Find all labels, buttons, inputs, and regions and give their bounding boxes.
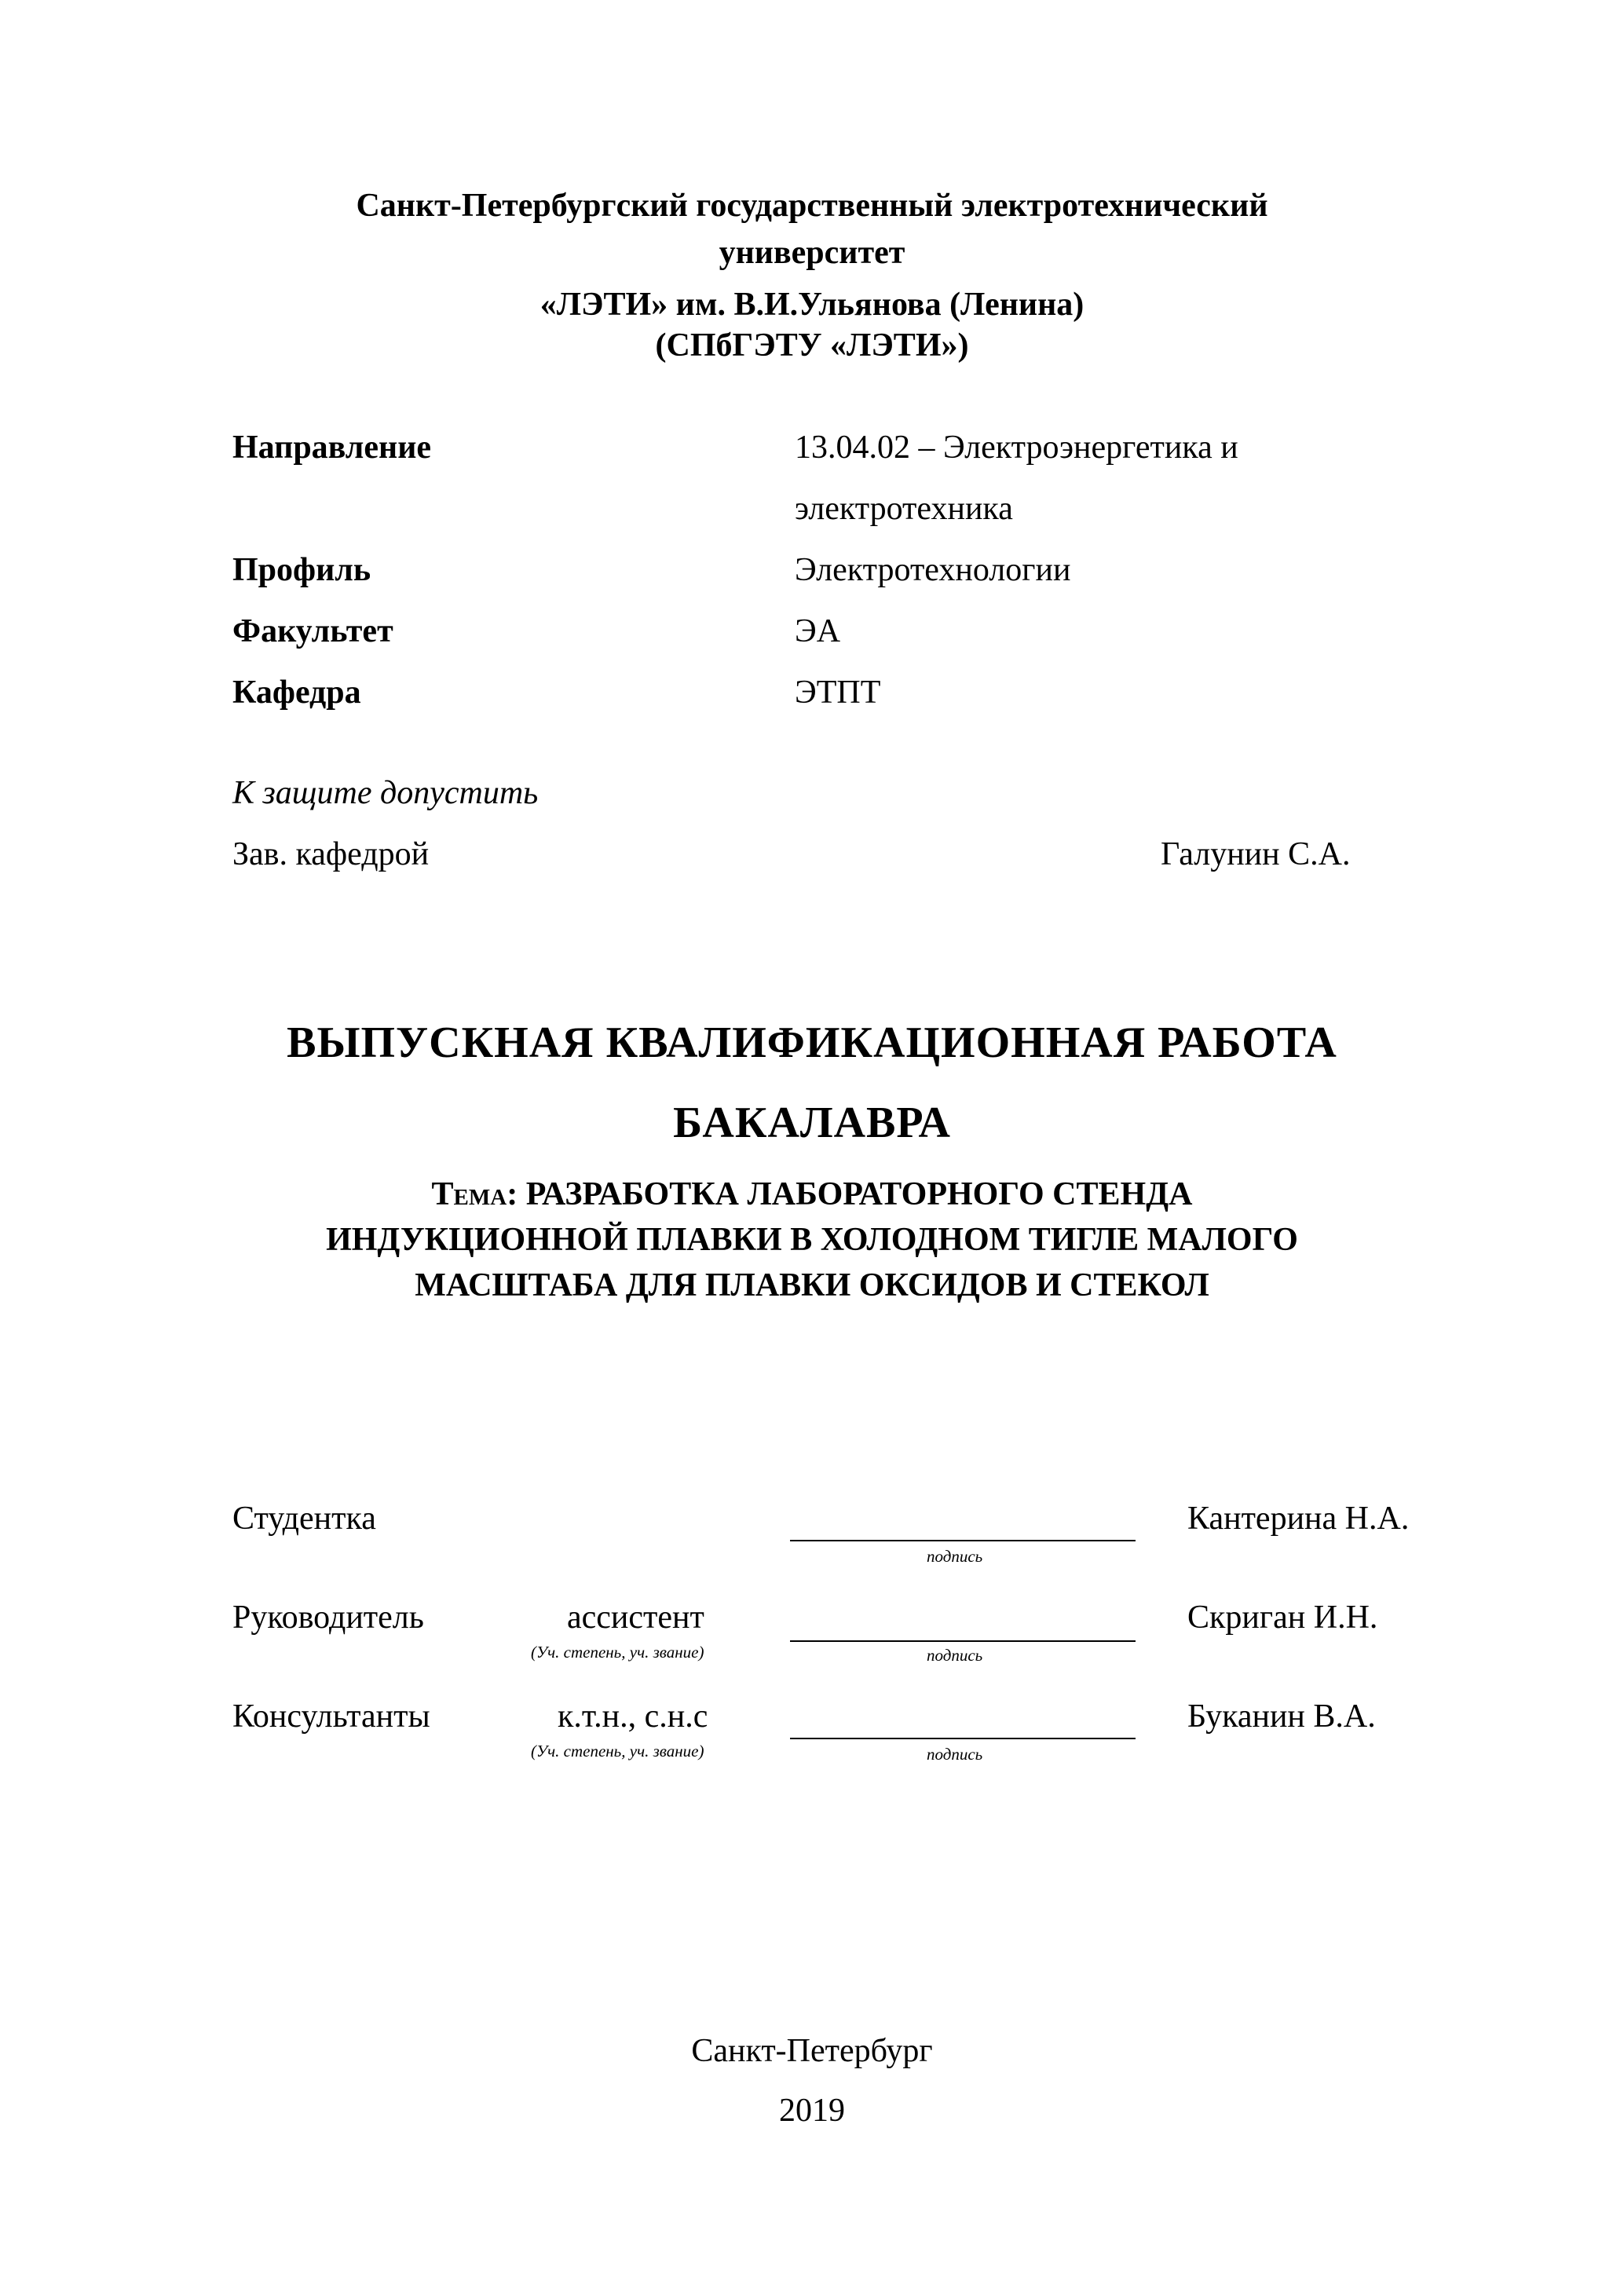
- consultants-degree: к.т.н., с.н.с: [558, 1698, 708, 1735]
- topic-line2: ИНДУКЦИОННОЙ ПЛАВКИ В ХОЛОДНОМ ТИГЛЕ МАЛОГО: [326, 1222, 1298, 1258]
- head-of-department-label: Зав. кафедрой: [232, 836, 430, 872]
- topic-text-line1: РАЗРАБОТКА ЛАБОРАТОРНОГО СТЕНДА: [525, 1176, 1193, 1212]
- supervisor-role: Руководитель: [232, 1600, 424, 1636]
- department-label: Кафедра: [232, 675, 361, 711]
- supervisor-degree-caption: (Уч. степень, уч. звание): [531, 1643, 704, 1662]
- topic-line3: МАСШТАБА ДЛЯ ПЛАВКИ ОКСИДОВ И СТЕКОЛ: [415, 1267, 1209, 1303]
- faculty-value: ЭА: [795, 613, 841, 649]
- consultants-signature-line: [790, 1737, 1136, 1739]
- faculty-label: Факультет: [232, 613, 393, 649]
- city: Санкт-Петербург: [691, 2033, 933, 2069]
- consultants-name: Буканин В.А.: [1187, 1698, 1376, 1735]
- consultants-role: Консультанты: [232, 1698, 430, 1735]
- year: 2019: [779, 2093, 845, 2129]
- head-of-department-name: Галунин С.А.: [1161, 836, 1351, 872]
- student-role: Студентка: [232, 1501, 376, 1537]
- direction-label: Направление: [232, 430, 432, 466]
- student-signature-line: [790, 1539, 1136, 1541]
- profile-value: Электротехнологии: [795, 552, 1071, 588]
- work-title-line2: БАКАЛАВРА: [673, 1099, 951, 1147]
- university-abbreviation: (СПбГЭТУ «ЛЭТИ»): [655, 327, 969, 364]
- university-name-line3: «ЛЭТИ» им. В.И.Ульянова (Ленина): [540, 287, 1084, 323]
- admit-to-defense: К защите допустить: [232, 775, 539, 811]
- direction-value-line1: 13.04.02 – Электроэнергетика и: [795, 430, 1238, 466]
- supervisor-degree: ассистент: [567, 1600, 704, 1636]
- university-name-line2: университет: [719, 235, 905, 271]
- direction-value-line2: электротехника: [795, 491, 1013, 527]
- topic-label: Тема:: [431, 1176, 518, 1212]
- supervisor-name: Скриган И.Н.: [1187, 1600, 1378, 1636]
- work-title-line1: ВЫПУСКНАЯ КВАЛИФИКАЦИОННАЯ РАБОТА: [287, 1018, 1337, 1067]
- supervisor-signature-line: [790, 1640, 1136, 1642]
- consultants-degree-caption: (Уч. степень, уч. звание): [531, 1742, 704, 1760]
- student-signature-caption: подпись: [927, 1547, 983, 1566]
- topic-line1: [0, 1172, 1624, 1217]
- profile-label: Профиль: [232, 552, 371, 588]
- university-name-line1: Санкт-Петербургский государственный электротехнический: [356, 188, 1268, 224]
- supervisor-signature-caption: подпись: [927, 1646, 983, 1665]
- consultants-signature-caption: подпись: [927, 1745, 983, 1764]
- department-value: ЭТПТ: [795, 675, 881, 711]
- student-name: Кантерина Н.А.: [1187, 1501, 1410, 1537]
